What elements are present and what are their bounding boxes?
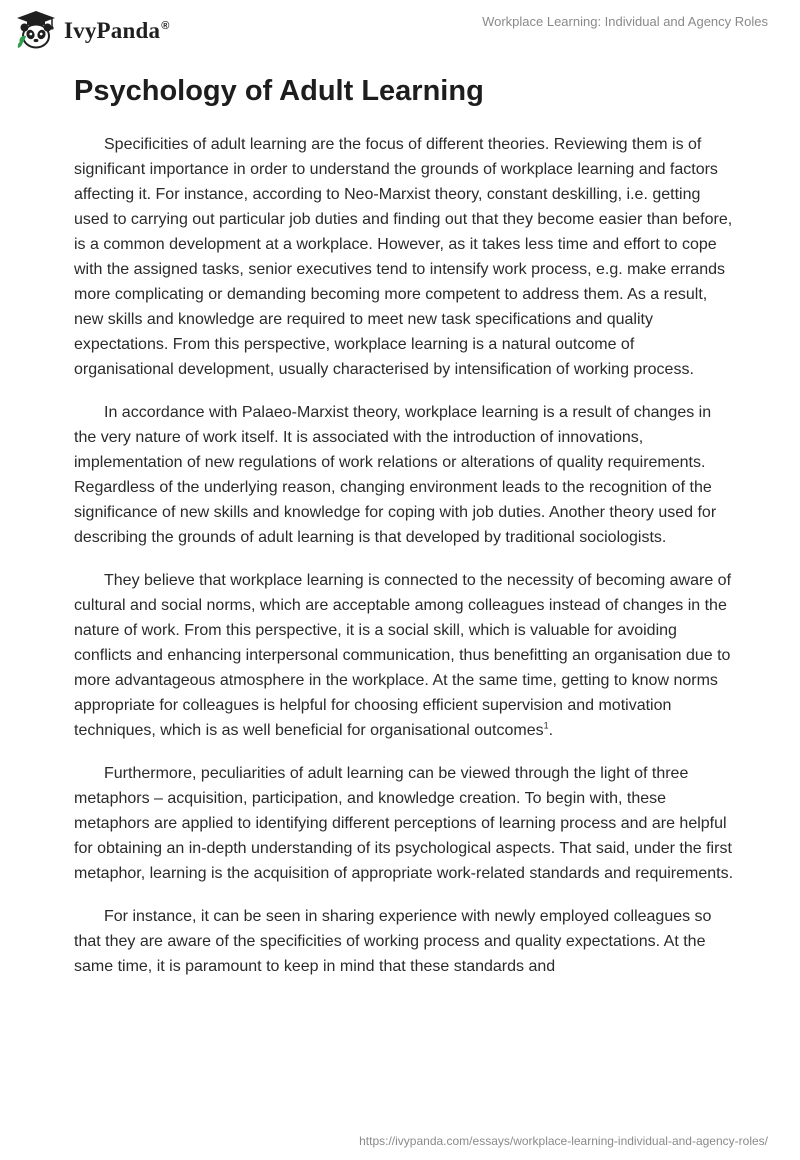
paragraph-3-end: .	[548, 722, 554, 739]
panda-graduate-icon	[14, 8, 58, 52]
paragraph-1: Specificities of adult learning are the focus of different theories. Reviewing them is of significant importance in order to understand the grounds of workplace learning and factors affecting it. For instance, according to Neo-Marxist theory, constant deskilling, i.e. getting used to carrying out particular job duties and finding out that they become easier than before, is a common development at a workplace. However, as it takes less time and effort to cope with the assigned tasks, senior executives tend to intensify work process, e.g. make errands more complicating or demanding becoming more competent to address them. As a result, new skills and knowledge are required to meet new task specifications and quality expectations. From this perspective, workplace learning is a natural outcome of organisational development, usually characterised by intensification of working process.	[74, 136, 733, 378]
section-heading: Psychology of Adult Learning	[74, 75, 484, 107]
paragraph-5: For instance, it can be seen in sharing experience with newly employed colleagues so that they are aware of the specificities of working process and quality expectations. At the same time, it is paramount to keep in mind that these standards and	[74, 908, 712, 975]
registered-mark: ®	[161, 20, 170, 33]
footnote-reference[interactable]: 1	[543, 720, 549, 731]
article-body	[74, 72, 734, 997]
document-title: Workplace Learning: Individual and Agency Roles	[482, 14, 768, 29]
paragraph-2: In accordance with Palaeo-Marxist theory, workplace learning is a result of changes in the very nature of work itself. It is associated with the introduction of innovations, implementation of new regulations of work relations or alterations of quality requirements. Regardless of the underlying reason, changing environment leads to the recognition of the significance of new skills and knowledge for coping with job duties. Another theory used for describing the grounds of adult learning is that developed by traditional sociologists.	[74, 404, 717, 546]
page-header	[0, 0, 800, 60]
brand-name: IvyPanda®	[64, 18, 170, 43]
paragraph-3-text: They believe that workplace learning is connected to the necessity of becoming aware of cultural and social norms, which are acceptable among colleagues instead of changes in the nature of work. From this perspective, it is a social skill, which is valuable for avoiding conflicts and enhancing interpersonal communication, thus benefitting an organisation due to more advantageous atmosphere in the workplace. At the same time, getting to know norms appropriate for colleagues is helpful for choosing efficient supervision and motivation techniques, which is as well beneficial for organisational outcomes	[74, 572, 732, 739]
paragraph-3	[74, 568, 734, 743]
source-url[interactable]: https://ivypanda.com/essays/workplace-learning-individual-and-agency-roles/	[359, 1134, 768, 1148]
brand-logo[interactable]	[14, 8, 170, 52]
paragraph-4: Furthermore, peculiarities of adult learning can be viewed through the light of three metaphors – acquisition, participation, and knowledge creation. To begin with, these metaphors are applied to identifying different perceptions of learning process and are helpful for obtaining an in-depth understanding of its psychological aspects. That said, under the first metaphor, learning is the acquisition of appropriate work-related standards and requirements.	[74, 765, 734, 882]
